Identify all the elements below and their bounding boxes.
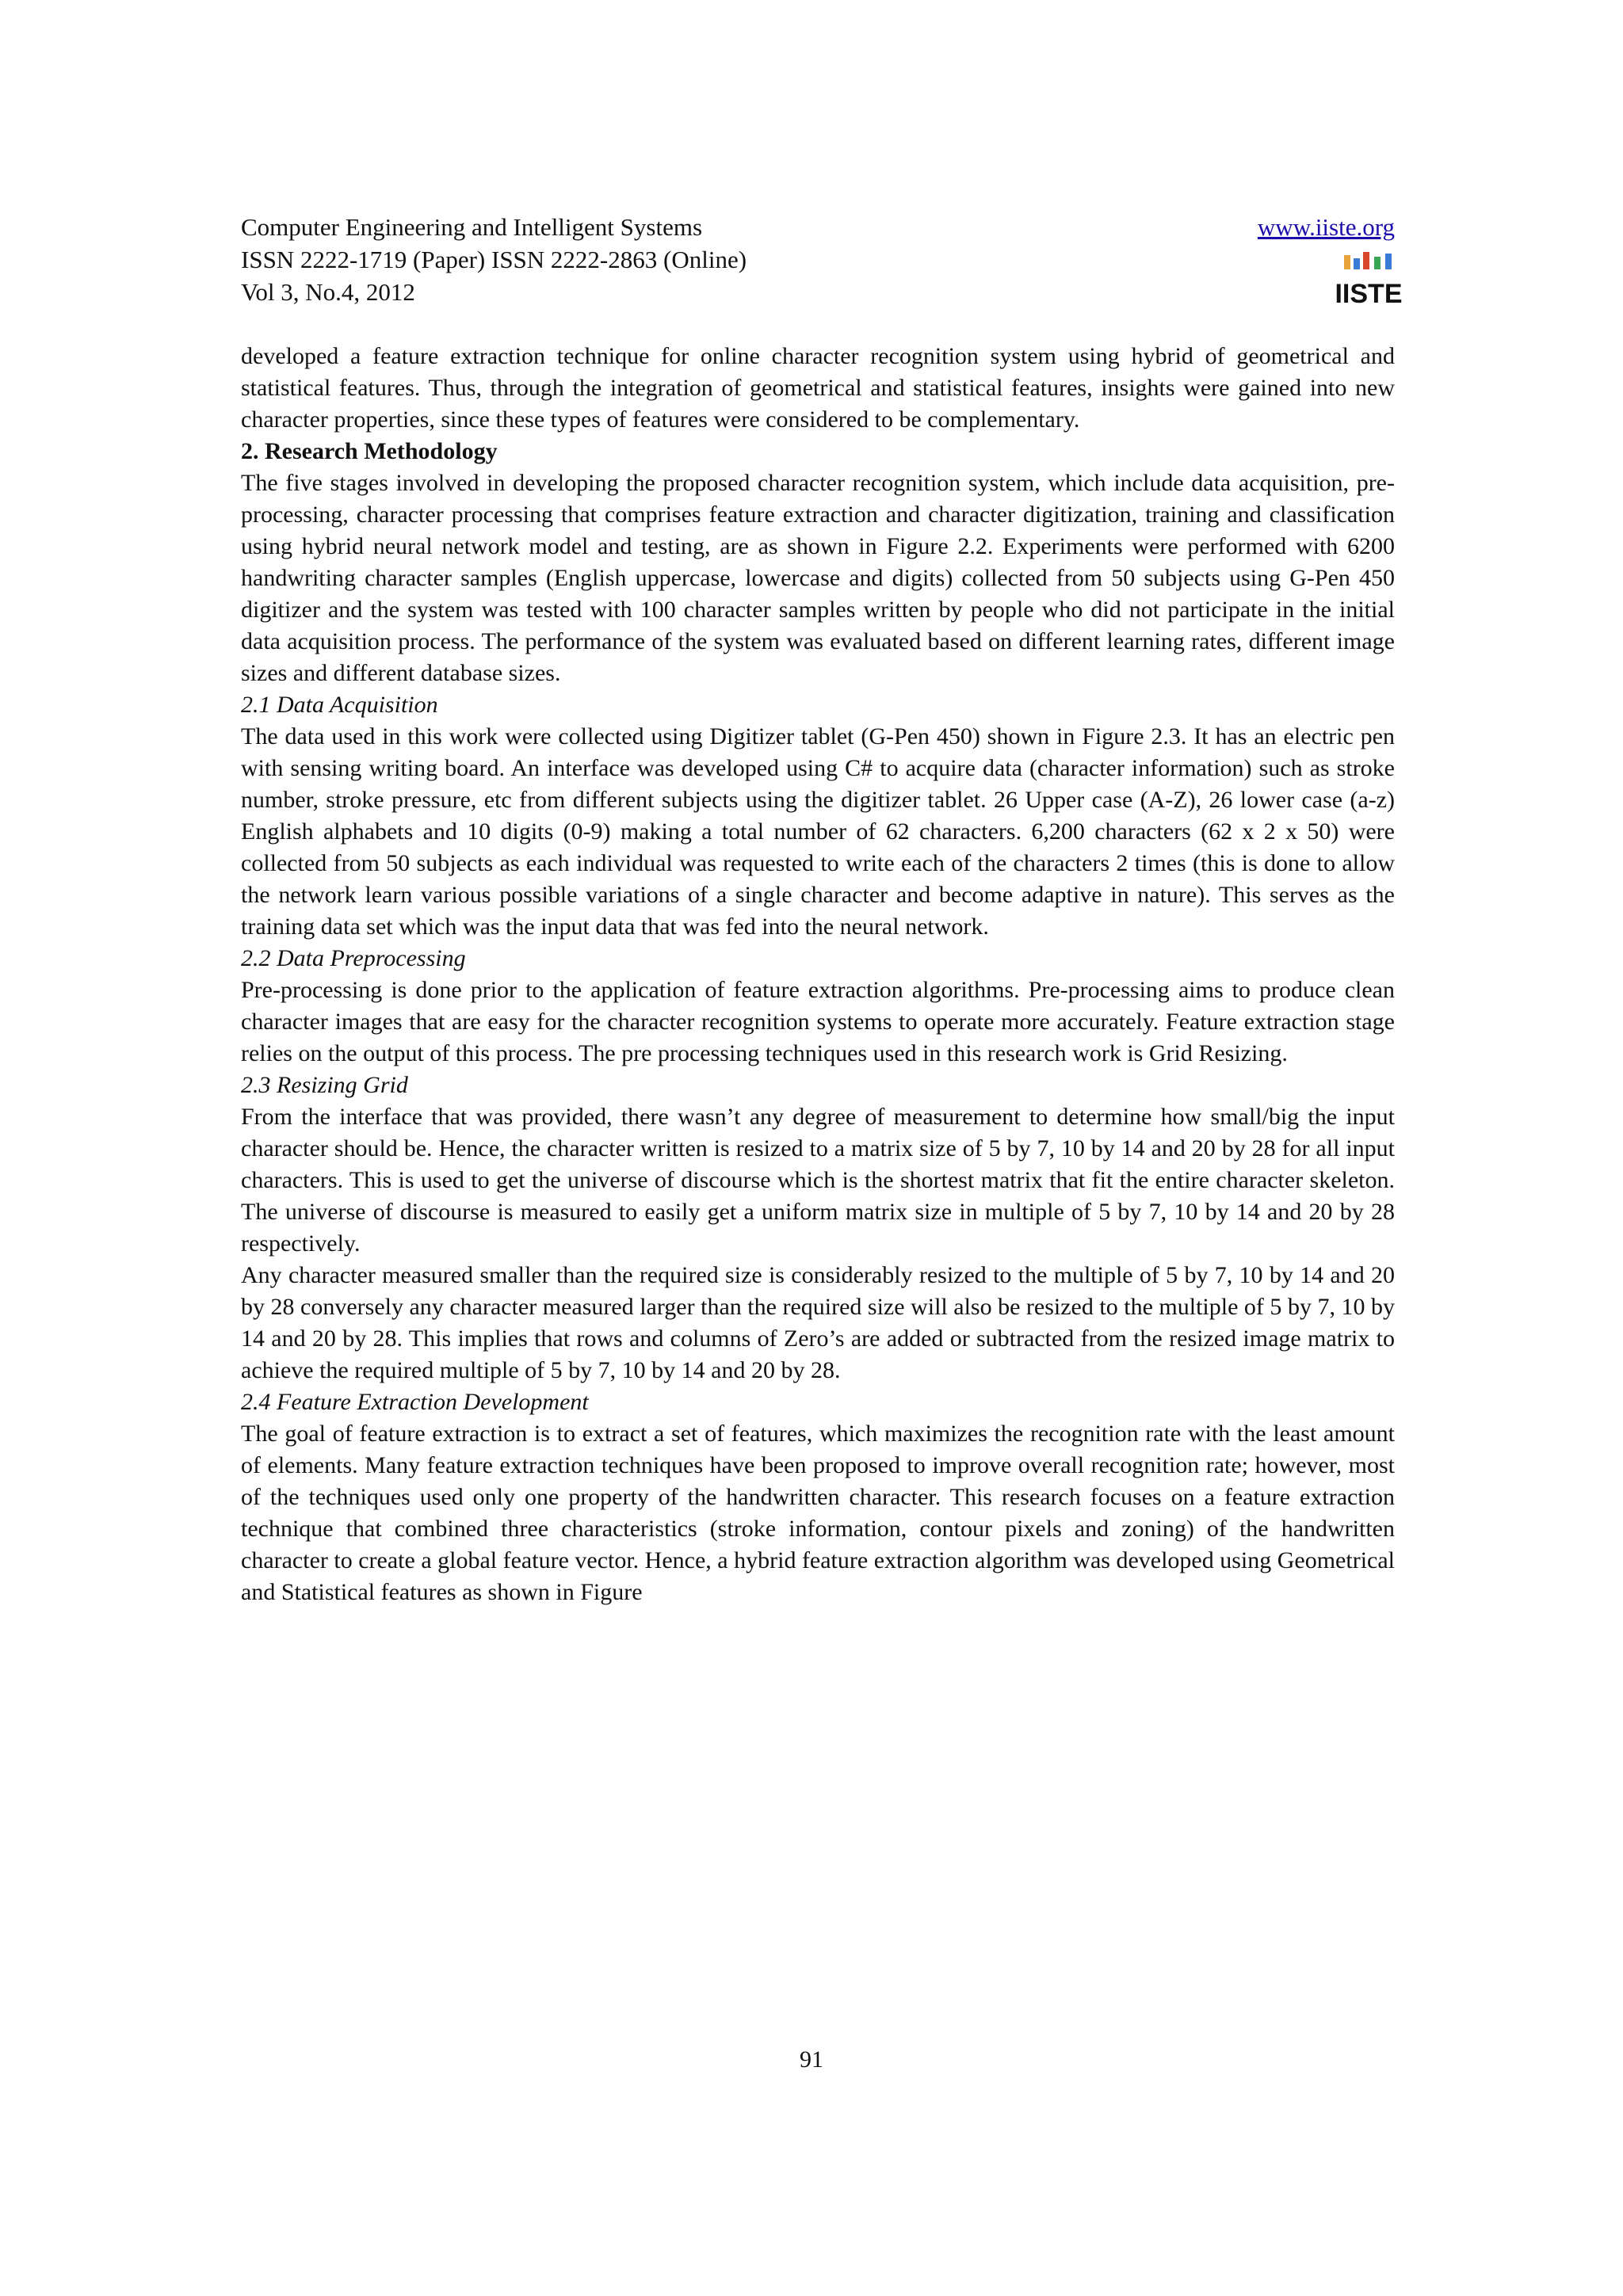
journal-links xyxy=(1258,211,1395,243)
iiste-logo xyxy=(1335,250,1403,309)
page-content xyxy=(241,341,1395,1608)
journal-url-link[interactable]: www.iiste.org xyxy=(1257,213,1395,241)
logo-text: IISTE xyxy=(1335,279,1403,309)
section-heading-data-acquisition: 2.1 Data Acquisition xyxy=(241,692,438,718)
journal-title: Computer Engineering and Intelligent Systems xyxy=(241,213,703,241)
data-acquisition-paragraph: The data used in this work were collected using Digitizer tablet (G-Pen 450) shown in Figure 2.3. It has an electric pen with sensing writing board. An interface was developed using C# to acquire data (character information) such as stroke number, stroke pressure, etc from different subjects using the digitizer tablet. 26 Upper case (A-Z), 26 lower case (a-z) English alphabets and 10 digits (0-9) making a total number of 62 characters. 6,200 characters (62 x 2 x 50) were collected from 50 subjects as each individual was requested to write each of the characters 2 times (this is done to allow the network learn various possible variations of a single character and become adaptive in nature). This serves as the training data set which was the input data that was fed into the neural network. xyxy=(241,723,1395,940)
resizing-grid-paragraph-2: Any character measured smaller than the required size is considerably resized to the multiple of 5 by 7, 10 by 14 and 20 by 28 conversely any character measured larger than the required size will also be resized to the multiple of 5 by 7, 10 by 14 and 20 by 28. This implies that rows and columns of Zero’s are added or subtracted from the resized image matrix to achieve the required multiple of 5 by 7, 10 by 14 and 20 by 28. xyxy=(241,1262,1395,1383)
feature-extraction-paragraph: The goal of feature extraction is to extract a set of features, which maximizes the recognition rate with the least amount of elements. Many feature extraction techniques have been proposed to improve overall recognition rate; however, most of the techniques used only one property of the handwritten character. This research focuses on a feature extraction technique that combined three characteristics (stroke information, contour pixels and zoning) of the handwritten character to create a global feature vector. Hence, a hybrid feature extraction algorithm was developed using Geometrical and Statistical features as shown in Figure xyxy=(241,1421,1395,1605)
resizing-grid-paragraph-1: From the interface that was provided, there wasn’t any degree of measurement to determine how small/big the input character should be. Hence, the character written is resized to a matrix size of 5 by 7, 10 by 14 and 20 by 28 for all input characters. This is used to get the universe of discourse which is the shortest matrix that fit the entire character skeleton. The universe of discourse is measured to easily get a uniform matrix size in multiple of 5 by 7, 10 by 14 and 20 by 28 respectively. xyxy=(241,1104,1395,1257)
journal-info xyxy=(241,211,747,308)
page-header xyxy=(241,211,1403,314)
section-heading-feature-extraction: 2.4 Feature Extraction Development xyxy=(241,1389,589,1415)
intro-paragraph: developed a feature extraction technique for online character recognition system using hybrid of geometrical and statistical features. Thus, through the integration of geometrical and statistical features, insights were gained into new character properties, since these types of features were considered to be complementary. xyxy=(241,343,1395,433)
page-number: 91 xyxy=(800,2046,823,2073)
section-heading-data-preprocessing: 2.2 Data Preprocessing xyxy=(241,945,466,971)
section-heading-resizing-grid: 2.3 Resizing Grid xyxy=(241,1072,408,1098)
journal-issn: ISSN 2222-1719 (Paper) ISSN 2222-2863 (Online) xyxy=(241,246,747,273)
data-preprocessing-paragraph: Pre-processing is done prior to the application of feature extraction algorithms. Pre-processing aims to produce clean character images that are easy for the character recognition systems to operate more accurately. Feature extraction stage relies on the output of this process. The pre processing techniques used in this research work is Grid Resizing. xyxy=(241,977,1395,1066)
journal-volume: Vol 3, No.4, 2012 xyxy=(241,278,415,306)
research-methodology-paragraph: The five stages involved in developing the proposed character recognition system, which include data acquisition, pre-processing, character processing that comprises feature extraction and character digitization, training and classification using hybrid neural network model and testing, are as shown in Figure 2.2. Experiments were performed with 6200 handwriting character samples (English uppercase, lowercase and digits) collected from 50 subjects using G-Pen 450 digitizer and the system was tested with 100 character samples written by people who did not participate in the initial data acquisition process. The performance of the system was evaluated based on different learning rates, different image sizes and different database sizes. xyxy=(241,470,1395,686)
section-heading-research-methodology: 2. Research Methodology xyxy=(241,438,498,464)
